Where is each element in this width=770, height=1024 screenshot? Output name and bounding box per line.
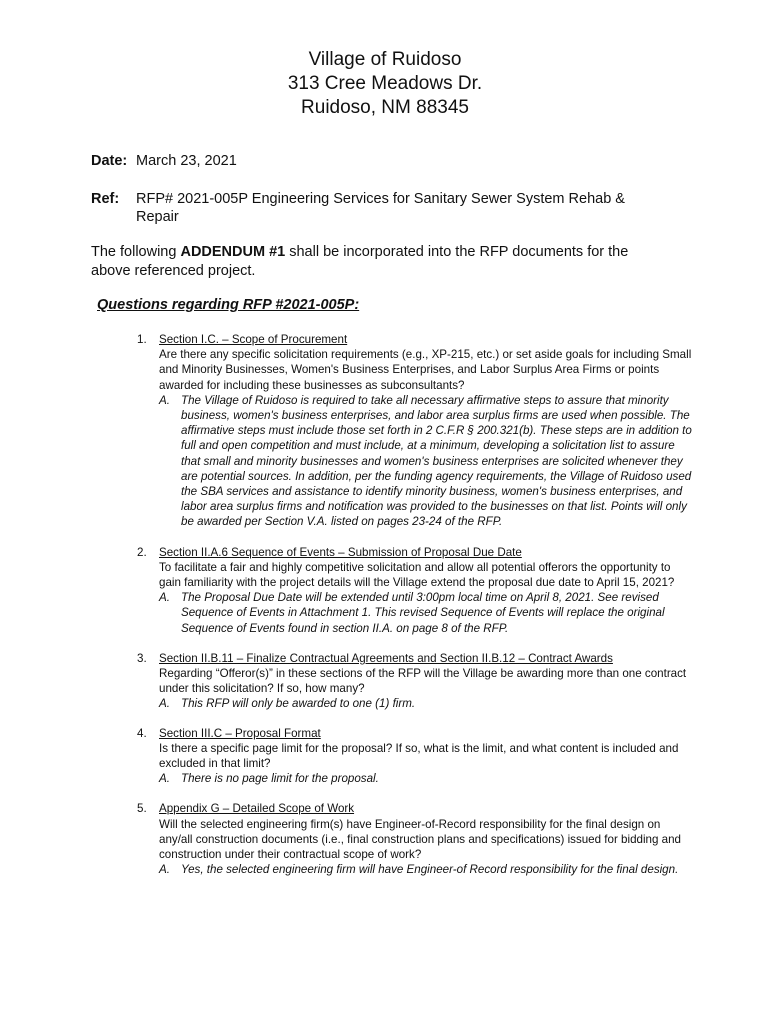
question-text: Will the selected engineering firm(s) have Engineer-of-Record responsibility for the final design on any/all construction documents (i.e., final construction plans and specifications) issued for bidding and construction under their contractual scope of work?	[159, 817, 682, 862]
question-text: Regarding “Offeror(s)” in these sections of the RFP will the Village be awarding more than one contract under this solicitation? If so, how many?	[159, 667, 687, 696]
answer-text: Yes, the selected engineering firm will have Engineer-of Record responsibility for the final design.	[181, 863, 679, 877]
question-text: Are there any specific solicitation requirements (e.g., XP-215, etc.) or set aside goals for including Small and Minority Businesses, Women's Business Enterprises, and Labor Surplus Area Firms or points awarded for including these businesses as subconsultants?	[159, 348, 692, 392]
answer	[159, 862, 692, 877]
date-label: Date:	[91, 153, 128, 169]
letterhead	[0, 48, 770, 120]
answer-text: This RFP will only be awarded to one (1) firm.	[181, 697, 416, 711]
question-number: 1.	[137, 333, 147, 346]
question-title: Section III.C – Proposal Format	[159, 726, 321, 740]
answer-label: A.	[159, 393, 170, 407]
question-text: To facilitate a fair and highly competitive solicitation and allow all potential offerors the opportunity to gain familiarity with the project details will the Village extend the proposal due date to April 15, 2021?	[159, 560, 675, 590]
intro-before: The following	[91, 244, 181, 260]
letterhead-name: Village of Ruidoso	[308, 49, 462, 70]
question-item	[137, 801, 692, 877]
answer-text: There is no page limit for the proposal.	[181, 772, 379, 786]
question-item	[137, 651, 692, 712]
question-title: Section II.A.6 Sequence of Events – Submission of Proposal Due Date	[159, 545, 522, 559]
question-item	[137, 332, 692, 530]
answer	[159, 771, 692, 786]
date-row	[91, 152, 237, 170]
answer	[159, 696, 692, 711]
ref-row	[91, 190, 671, 226]
question-number: 2.	[137, 545, 147, 559]
answer-text: The Village of Ruidoso is required to take all necessary affirmative steps to assure that minority business, women's business enterprises, and labor area surplus firms are used when possible. The affirmative steps must include those set forth in 2 C.F.R § 200.321(b). These steps are in addition to full and open competition and must include, at a minimum, developing a solicitation list to assure that small and minority businesses and women's business enterprises are solicited whenever they are potential sources. In addition, per the funding agency requirements, the Village of Ruidoso used the SBA services and assistance to identify minority business, women's business enterprises, and labor area surplus firms and notification was provided to the businesses on that list. Points will only be awarded per Section V.A. listed on pages 23-24 of the RFP.	[181, 393, 692, 529]
question-number: 3.	[137, 651, 147, 665]
questions-list	[137, 332, 692, 878]
answer-label: A.	[159, 591, 170, 605]
date-value: March 23, 2021	[136, 153, 237, 169]
letterhead-street: 313 Cree Meadows Dr.	[287, 73, 483, 94]
questions-heading: Questions regarding RFP #2021-005P:	[97, 297, 360, 313]
answer-label: A.	[159, 863, 170, 877]
question-item	[137, 545, 692, 636]
intro-paragraph	[91, 243, 671, 280]
letterhead-city: Ruidoso, NM 88345	[301, 97, 469, 118]
question-number: 4.	[137, 726, 147, 740]
answer-label: A.	[159, 697, 170, 711]
answer	[159, 590, 692, 636]
ref-value: RFP# 2021-005P Engineering Services for Sanitary Sewer System Rehab & Repair	[136, 191, 625, 225]
question-number: 5.	[137, 802, 147, 816]
question-title: Section I.C. – Scope of Procurement	[159, 333, 348, 346]
intro-addendum: ADDENDUM #1	[180, 244, 286, 260]
answer-label: A.	[159, 772, 170, 786]
question-text: Is there a specific page limit for the proposal? If so, what is the limit, and what content is included and excluded in that limit?	[159, 741, 679, 771]
answer	[159, 393, 692, 530]
question-title: Appendix G – Detailed Scope of Work	[159, 802, 355, 816]
intro-after: shall be incorporated into the RFP documents for the above referenced project.	[91, 244, 629, 279]
ref-label: Ref:	[91, 191, 120, 207]
question-item	[137, 726, 692, 787]
answer-text: The Proposal Due Date will be extended until 3:00pm local time on April 8, 2021. See revised Sequence of Events in Attachment 1. This revised Sequence of Events will replace the original Sequence of Events found in section II.A. on page 8 of the RFP.	[181, 591, 665, 635]
question-title: Section II.B.11 – Finalize Contractual Agreements and Section II.B.12 – Contract Awards	[159, 651, 613, 665]
